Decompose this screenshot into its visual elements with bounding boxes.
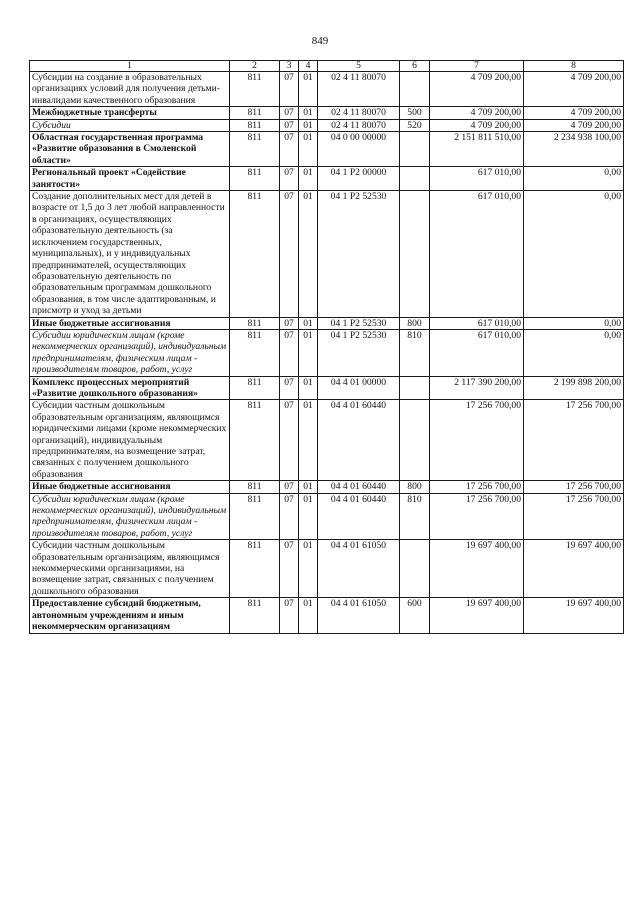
target-article-code: 04 4 01 60440 bbox=[318, 481, 400, 493]
amount-2026: 4 709 200,00 bbox=[524, 72, 624, 107]
admin-code: 811 bbox=[230, 167, 280, 191]
amount-2025: 2 151 811 510,00 bbox=[430, 132, 524, 167]
amount-2026: 19 697 400,00 bbox=[524, 540, 624, 598]
admin-code: 811 bbox=[230, 481, 280, 493]
section-code: 07 bbox=[280, 329, 299, 376]
admin-code: 811 bbox=[230, 72, 280, 107]
table-row bbox=[30, 329, 624, 376]
table-row bbox=[30, 107, 624, 119]
row-description: Субсидии bbox=[30, 119, 230, 131]
column-header: 5 bbox=[318, 61, 400, 72]
amount-2026: 2 199 898 200,00 bbox=[524, 376, 624, 400]
amount-2026: 2 234 938 100,00 bbox=[524, 132, 624, 167]
section-code: 07 bbox=[280, 317, 299, 329]
expense-type-code bbox=[400, 132, 430, 167]
admin-code: 811 bbox=[230, 317, 280, 329]
target-article-code: 04 4 01 61050 bbox=[318, 540, 400, 598]
amount-2025: 4 709 200,00 bbox=[430, 119, 524, 131]
subsection-code: 01 bbox=[299, 598, 318, 633]
target-article-code: 04 4 01 60440 bbox=[318, 400, 400, 481]
column-header: 8 bbox=[524, 61, 624, 72]
subsection-code: 01 bbox=[299, 400, 318, 481]
row-description: Иные бюджетные ассигнования bbox=[30, 481, 230, 493]
expense-type-code: 800 bbox=[400, 317, 430, 329]
section-code: 07 bbox=[280, 481, 299, 493]
amount-2025: 617 010,00 bbox=[430, 191, 524, 317]
expense-type-code: 810 bbox=[400, 493, 430, 540]
table-row bbox=[30, 132, 624, 167]
expense-type-code bbox=[400, 376, 430, 400]
expense-type-code: 600 bbox=[400, 598, 430, 633]
section-code: 07 bbox=[280, 540, 299, 598]
expense-type-code: 520 bbox=[400, 119, 430, 131]
table-row bbox=[30, 317, 624, 329]
amount-2025: 4 709 200,00 bbox=[430, 72, 524, 107]
admin-code: 811 bbox=[230, 119, 280, 131]
target-article-code: 04 4 01 61050 bbox=[318, 598, 400, 633]
row-description: Межбюджетные трансферты bbox=[30, 107, 230, 119]
row-description: Иные бюджетные ассигнования bbox=[30, 317, 230, 329]
admin-code: 811 bbox=[230, 107, 280, 119]
admin-code: 811 bbox=[230, 329, 280, 376]
subsection-code: 01 bbox=[299, 167, 318, 191]
amount-2025: 617 010,00 bbox=[430, 329, 524, 376]
amount-2025: 17 256 700,00 bbox=[430, 400, 524, 481]
admin-code: 811 bbox=[230, 598, 280, 633]
section-code: 07 bbox=[280, 191, 299, 317]
subsection-code: 01 bbox=[299, 317, 318, 329]
admin-code: 811 bbox=[230, 493, 280, 540]
row-description: Создание дополнительных мест для детей в возрасте от 1,5 до 3 лет любой направленности в организациях, осуществляющих образовательную деятельность (за исключением государственных, муниципальных), и у индивидуальных предпринимателей, осуществляющих образовательную деятельность по образовательным программам дошкольного образования, в том числе адаптированным, и присмотр и уход за детьми bbox=[30, 191, 230, 317]
section-code: 07 bbox=[280, 493, 299, 540]
subsection-code: 01 bbox=[299, 376, 318, 400]
amount-2025: 19 697 400,00 bbox=[430, 540, 524, 598]
expense-type-code: 800 bbox=[400, 481, 430, 493]
admin-code: 811 bbox=[230, 540, 280, 598]
row-description: Региональный проект «Содействие занятости» bbox=[30, 167, 230, 191]
page-number: 849 bbox=[311, 35, 329, 47]
row-description: Субсидии частным дошкольным образовательным организациям, являющимся некоммерческими организациями, на возмещение затрат, связанных с получением дошкольного образования bbox=[30, 540, 230, 598]
column-header: 1 bbox=[30, 61, 230, 72]
subsection-code: 01 bbox=[299, 191, 318, 317]
column-header: 3 bbox=[280, 61, 299, 72]
admin-code: 811 bbox=[230, 191, 280, 317]
target-article-code: 02 4 11 80070 bbox=[318, 119, 400, 131]
target-article-code: 04 1 P2 52530 bbox=[318, 191, 400, 317]
target-article-code: 04 4 01 00000 bbox=[318, 376, 400, 400]
admin-code: 811 bbox=[230, 376, 280, 400]
table-header-row bbox=[30, 61, 624, 72]
expense-type-code: 500 bbox=[400, 107, 430, 119]
amount-2026: 4 709 200,00 bbox=[524, 119, 624, 131]
target-article-code: 04 0 00 00000 bbox=[318, 132, 400, 167]
table-row bbox=[30, 376, 624, 400]
section-code: 07 bbox=[280, 72, 299, 107]
table-row bbox=[30, 119, 624, 131]
table-row bbox=[30, 72, 624, 107]
table-row bbox=[30, 167, 624, 191]
table-row bbox=[30, 493, 624, 540]
table-row bbox=[30, 481, 624, 493]
expense-type-code bbox=[400, 72, 430, 107]
target-article-code: 02 4 11 80070 bbox=[318, 107, 400, 119]
row-description: Субсидии частным дошкольным образовательным организациям, являющимся юридическими лицами (кроме некоммерческих организаций), индивидуальным предпринимателям, на возмещение затрат, связанных с получением дошкольного образования bbox=[30, 400, 230, 481]
subsection-code: 01 bbox=[299, 540, 318, 598]
section-code: 07 bbox=[280, 119, 299, 131]
amount-2026: 17 256 700,00 bbox=[524, 481, 624, 493]
expense-type-code bbox=[400, 400, 430, 481]
budget-table bbox=[29, 60, 624, 634]
section-code: 07 bbox=[280, 132, 299, 167]
amount-2026: 0,00 bbox=[524, 329, 624, 376]
amount-2025: 2 117 390 200,00 bbox=[430, 376, 524, 400]
amount-2025: 617 010,00 bbox=[430, 167, 524, 191]
amount-2025: 17 256 700,00 bbox=[430, 493, 524, 540]
column-header: 6 bbox=[400, 61, 430, 72]
row-description: Субсидии на создание в образовательных организациях условий для получения детьми-инвалидами качественного образования bbox=[30, 72, 230, 107]
amount-2026: 17 256 700,00 bbox=[524, 493, 624, 540]
subsection-code: 01 bbox=[299, 329, 318, 376]
row-description: Субсидии юридическим лицам (кроме некоммерческих организаций), индивидуальным предпринимателям, физическим лицам - производителям товаров, работ, услуг bbox=[30, 329, 230, 376]
target-article-code: 04 1 P2 00000 bbox=[318, 167, 400, 191]
section-code: 07 bbox=[280, 167, 299, 191]
target-article-code: 04 4 01 60440 bbox=[318, 493, 400, 540]
section-code: 07 bbox=[280, 598, 299, 633]
amount-2025: 19 697 400,00 bbox=[430, 598, 524, 633]
admin-code: 811 bbox=[230, 132, 280, 167]
amount-2026: 4 709 200,00 bbox=[524, 107, 624, 119]
target-article-code: 02 4 11 80070 bbox=[318, 72, 400, 107]
row-description: Субсидии юридическим лицам (кроме некоммерческих организаций), индивидуальным предпринимателям, физическим лицам - производителям товаров, работ, услуг bbox=[30, 493, 230, 540]
subsection-code: 01 bbox=[299, 72, 318, 107]
subsection-code: 01 bbox=[299, 493, 318, 540]
row-description: Областная государственная программа «Развитие образования в Смоленской области» bbox=[30, 132, 230, 167]
subsection-code: 01 bbox=[299, 119, 318, 131]
amount-2025: 617 010,00 bbox=[430, 317, 524, 329]
amount-2026: 0,00 bbox=[524, 167, 624, 191]
section-code: 07 bbox=[280, 107, 299, 119]
expense-type-code: 810 bbox=[400, 329, 430, 376]
subsection-code: 01 bbox=[299, 132, 318, 167]
row-description: Предоставление субсидий бюджетным, автономным учреждениям и иным некоммерческим организациям bbox=[30, 598, 230, 633]
amount-2026: 19 697 400,00 bbox=[524, 598, 624, 633]
amount-2026: 17 256 700,00 bbox=[524, 400, 624, 481]
section-code: 07 bbox=[280, 376, 299, 400]
admin-code: 811 bbox=[230, 400, 280, 481]
amount-2025: 17 256 700,00 bbox=[430, 481, 524, 493]
subsection-code: 01 bbox=[299, 481, 318, 493]
expense-type-code bbox=[400, 191, 430, 317]
expense-type-code bbox=[400, 167, 430, 191]
amount-2025: 4 709 200,00 bbox=[430, 107, 524, 119]
table-row bbox=[30, 540, 624, 598]
table-row bbox=[30, 598, 624, 633]
subsection-code: 01 bbox=[299, 107, 318, 119]
target-article-code: 04 1 P2 52530 bbox=[318, 317, 400, 329]
table-row bbox=[30, 400, 624, 481]
row-description: Комплекс процессных мероприятий «Развитие дошкольного образования» bbox=[30, 376, 230, 400]
section-code: 07 bbox=[280, 400, 299, 481]
amount-2026: 0,00 bbox=[524, 191, 624, 317]
column-header: 2 bbox=[230, 61, 280, 72]
column-header: 4 bbox=[299, 61, 318, 72]
expense-type-code bbox=[400, 540, 430, 598]
target-article-code: 04 1 P2 52530 bbox=[318, 329, 400, 376]
table-row bbox=[30, 191, 624, 317]
amount-2026: 0,00 bbox=[524, 317, 624, 329]
column-header: 7 bbox=[430, 61, 524, 72]
